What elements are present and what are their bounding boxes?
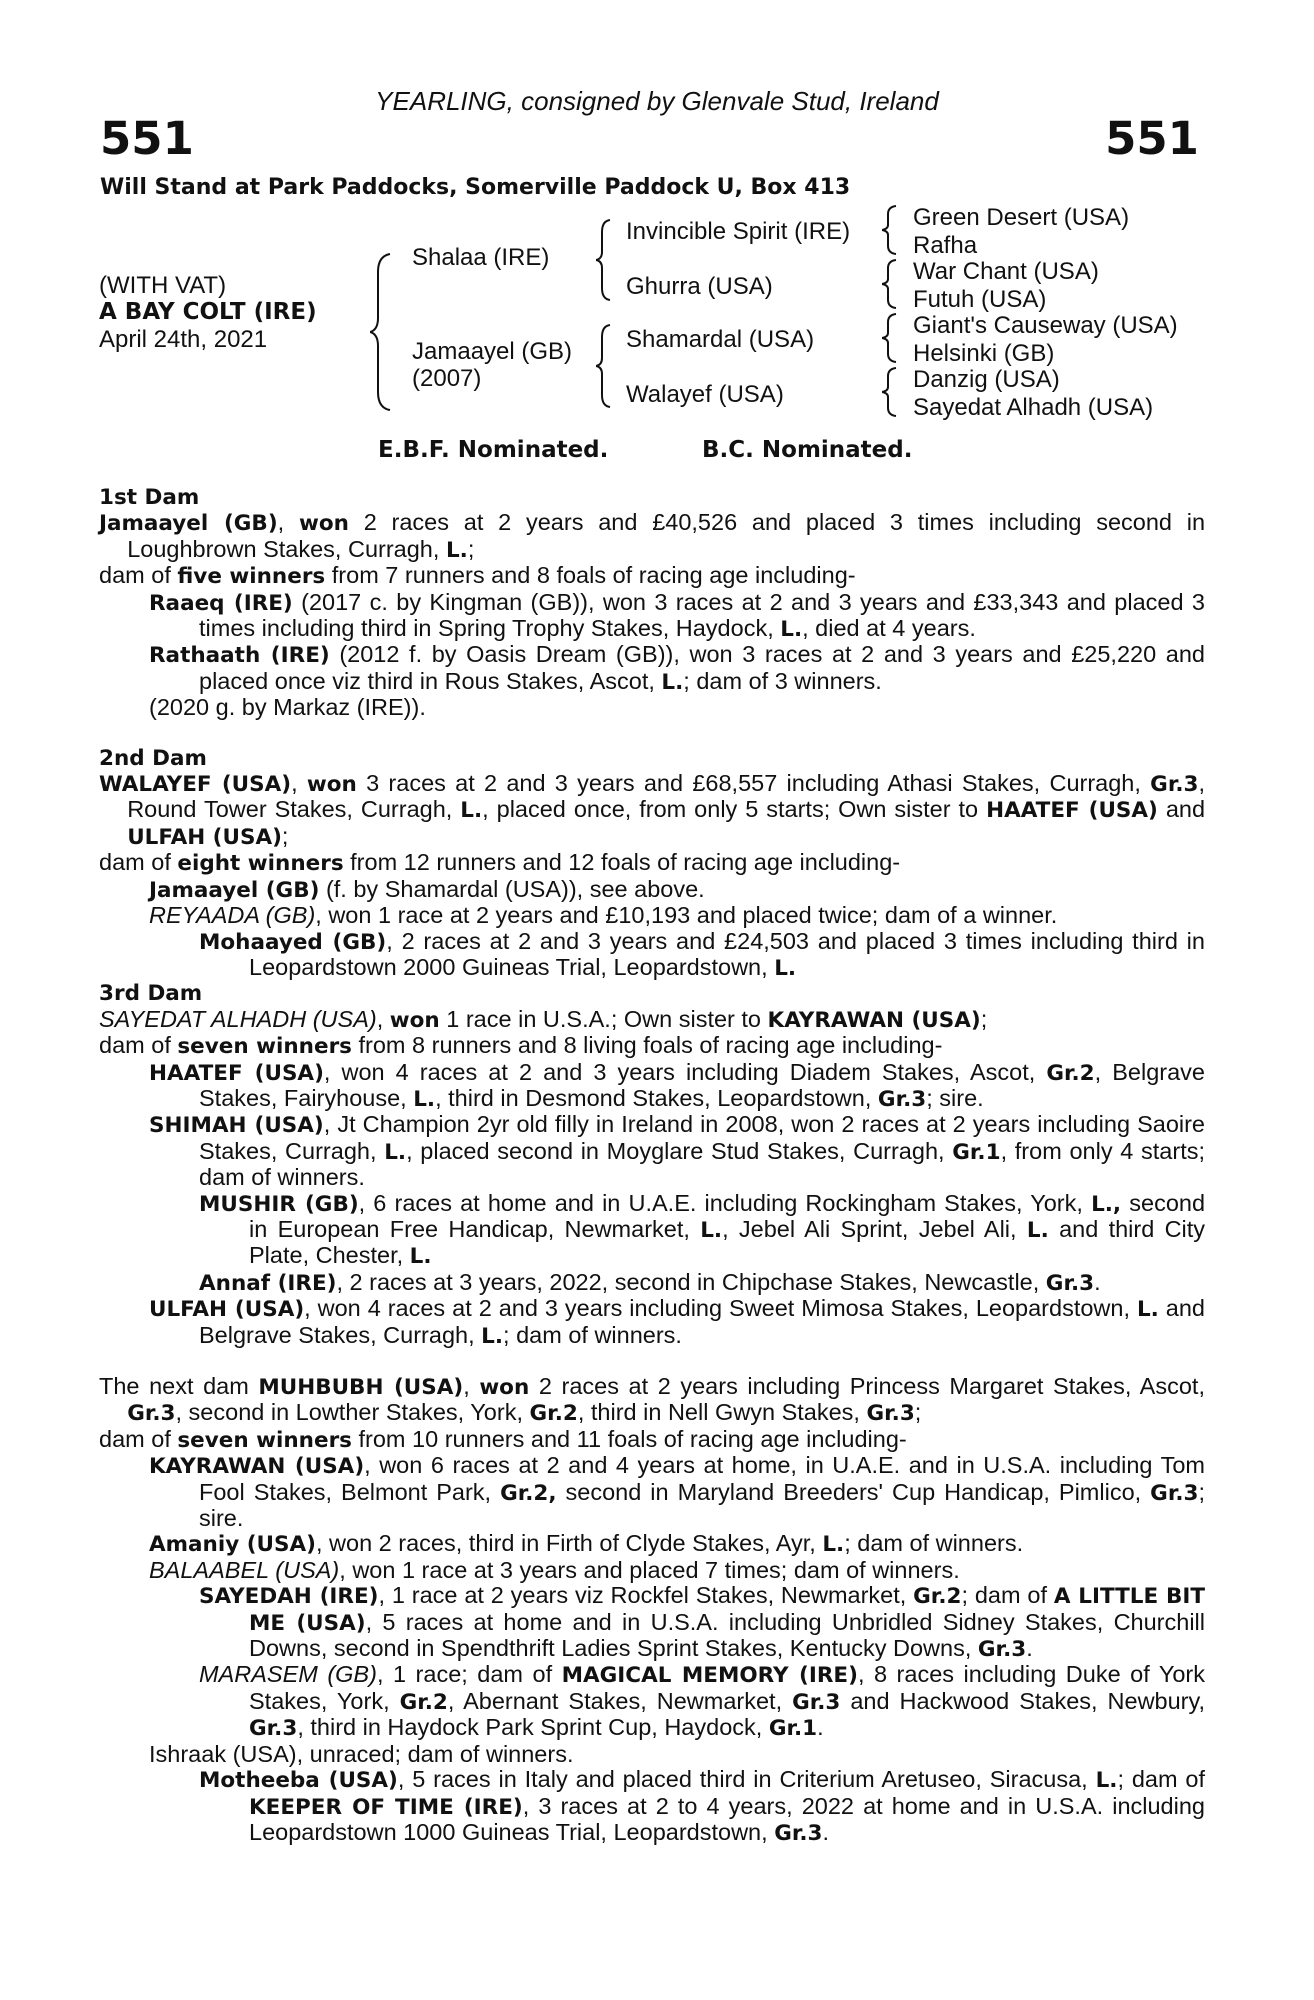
third-dam-produce: dam of seven winners from 8 runners and 8 living foals of racing age including- bbox=[99, 1032, 943, 1060]
second-dam-heading: 2nd Dam bbox=[99, 745, 207, 771]
first-dam-entry: Jamaayel (GB), won 2 races at 2 years and £40,526 and placed 3 times including second in Loughbrown Stakes, Curragh, L.; bbox=[99, 509, 1206, 563]
stand-location: Will Stand at Park Paddocks, Somerville Paddock U, Box 413 bbox=[100, 175, 851, 200]
brace-main-icon bbox=[370, 252, 394, 412]
produce-haatef: HAATEF (USA), won 4 races at 2 and 3 years including Diadem Stakes, Ascot, Gr.2, Belgrave Stakes, Fairyhouse, L., third in Desmond Stakes, Leopardstown, Gr.3; sire. bbox=[149, 1058, 1205, 1112]
first-dam-heading: 1st Dam bbox=[99, 485, 200, 510]
lot-number-left: 551 bbox=[100, 112, 194, 165]
brace-sd-icon bbox=[882, 258, 898, 310]
brace-sire-icon bbox=[596, 218, 612, 302]
vat-note: (WITH VAT) bbox=[99, 272, 227, 299]
sire-dam: Ghurra (USA) bbox=[626, 273, 773, 300]
g-dam-dam-dam: Sayedat Alhadh (USA) bbox=[913, 394, 1154, 421]
brace-ds-icon bbox=[882, 312, 898, 364]
dam-year: (2007) bbox=[412, 365, 482, 392]
g-dam-sire-sire: Giant's Causeway (USA) bbox=[913, 312, 1178, 339]
g-sire-sire-sire: Green Desert (USA) bbox=[913, 204, 1130, 231]
bc-nominated: B.C. Nominated. bbox=[702, 437, 913, 463]
produce-markaz: (2020 g. by Markaz (IRE)). bbox=[149, 694, 426, 721]
horse-dob: April 24th, 2021 bbox=[99, 326, 268, 353]
second-dam-entry: WALAYEF (USA), won 3 races at 2 and 3 years and £68,557 including Athasi Stakes, Curragh, Gr.3, Round Tower Stakes, Curragh, L., placed once, from only 5 starts; Own sister to HAATEF (USA) and ULFAH (USA); bbox=[99, 770, 1206, 850]
produce-ishraak: Ishraak (USA), unraced; dam of winners. bbox=[149, 1740, 574, 1767]
third-dam-entry: SAYEDAT ALHADH (USA), won 1 race in U.S.A.; Own sister to KAYRAWAN (USA); bbox=[99, 1005, 988, 1033]
consignment-line: YEARLING, consigned by Glenvale Stud, Ireland bbox=[375, 86, 939, 116]
produce-sayedah: SAYEDAH (IRE), 1 race at 2 years viz Rockfel Stakes, Newmarket, Gr.2; dam of A LITTLE BIT ME (USA), 5 races at home and in U.S.A. including Unbridled Sidney Stakes, Churchill Downs, second in Spendthrift Ladies Sprint Stakes, Kentucky Downs, Gr.3. bbox=[199, 1582, 1206, 1663]
sire: Shalaa (IRE) bbox=[412, 244, 550, 271]
dam-dam: Walayef (USA) bbox=[626, 381, 784, 408]
g-dam-sire-dam: Helsinki (GB) bbox=[913, 340, 1055, 367]
next-dam-produce: dam of seven winners from 10 runners and 11 foals of racing age including- bbox=[99, 1425, 907, 1453]
produce-mohaayed: Mohaayed (GB), 2 races at 2 and 3 years and £24,503 and placed 3 times including third in Leopardstown 2000 Guineas Trial, Leopardstown, L. bbox=[199, 927, 1205, 981]
g-sire-sire-dam: Rafha bbox=[913, 232, 978, 259]
brace-dam-icon bbox=[596, 323, 612, 409]
next-dam-entry: The next dam MUHBUBH (USA), won 2 races at 2 years including Princess Margaret Stakes, Ascot, Gr.3, second in Lowther Stakes, York, Gr.2, third in Nell Gwyn Stakes, Gr.3; bbox=[99, 1373, 1205, 1427]
third-dam-heading: 3rd Dam bbox=[99, 981, 203, 1007]
dam: Jamaayel (GB) bbox=[412, 338, 573, 365]
produce-jamaayel: Jamaayel (GB) (f. by Shamardal (USA)), see above. bbox=[149, 875, 705, 903]
produce-balaabel: BALAABEL (USA), won 1 race at 3 years and placed 7 times; dam of winners. bbox=[149, 1556, 960, 1583]
catalogue-body bbox=[99, 485, 1205, 1846]
produce-mushir: MUSHIR (GB), 6 races at home and in U.A.E. including Rockingham Stakes, York, L., second in European Free Handicap, Newmarket, L., Jebel Ali Sprint, Jebel Ali, L. and third City Plate, Chester, L. bbox=[199, 1189, 1206, 1270]
g-dam-dam-sire: Danzig (USA) bbox=[913, 366, 1060, 393]
produce-marasem: MARASEM (GB), 1 race; dam of MAGICAL MEMORY (IRE), 8 races including Duke of York Stakes, York, Gr.2, Abernant Stakes, Newmarket, Gr.3 and Hackwood Stakes, Newbury, Gr.3, third in Haydock Park Sprint Cup, Haydock, Gr.1. bbox=[199, 1661, 1206, 1742]
produce-kayrawan: KAYRAWAN (USA), won 6 races at 2 and 4 years at home, in U.A.E. and in U.S.A. including Tom Fool Stakes, Belmont Park, Gr.2, second in Maryland Breeders' Cup Handicap, Pimlico, Gr.3; sire. bbox=[149, 1452, 1206, 1532]
lot-number-right: 551 bbox=[1105, 112, 1199, 165]
brace-ss-icon bbox=[882, 204, 898, 256]
produce-amaniy: Amaniy (USA), won 2 races, third in Firth of Clyde Stakes, Ayr, L.; dam of winners. bbox=[149, 1530, 1024, 1558]
produce-reyaada: REYAADA (GB), won 1 race at 2 years and £10,193 and placed twice; dam of a winner. bbox=[149, 902, 1058, 929]
produce-rathaath: Rathaath (IRE) (2012 f. by Oasis Dream (GB)), won 3 races at 2 and 3 years and £25,220 and placed once viz third in Rous Stakes, Ascot, L.; dam of 3 winners. bbox=[149, 641, 1205, 695]
produce-annaf: Annaf (IRE), 2 races at 3 years, 2022, second in Chipchase Stakes, Newcastle, Gr.3. bbox=[199, 1268, 1101, 1296]
second-dam-produce: dam of eight winners from 12 runners and 12 foals of racing age including- bbox=[99, 849, 901, 877]
g-sire-dam-dam: Futuh (USA) bbox=[913, 286, 1047, 313]
produce-motheeba: Motheeba (USA), 5 races in Italy and placed third in Criterium Aretuseo, Siracusa, L.; dam of KEEPER OF TIME (IRE), 3 races at 2 to 4 years, 2022 at home and in U.S.A. including Leopardstown 1000 Guineas Trial, Leopardstown, Gr.3. bbox=[199, 1766, 1206, 1846]
horse-name: A BAY COLT (IRE) bbox=[99, 299, 317, 325]
produce-shimah: SHIMAH (USA), Jt Champion 2yr old filly in Ireland in 2008, won 2 races at 2 years including Saoire Stakes, Curragh, L., placed second in Moyglare Stud Stakes, Curragh, Gr.1, from only 4 starts; dam of winners. bbox=[149, 1111, 1206, 1191]
g-sire-dam-sire: War Chant (USA) bbox=[913, 258, 1099, 285]
produce-ulfah: ULFAH (USA), won 4 races at 2 and 3 years including Sweet Mimosa Stakes, Leopardstown, L. and Belgrave Stakes, Curragh, L.; dam of winners. bbox=[149, 1295, 1205, 1349]
sire-sire: Invincible Spirit (IRE) bbox=[626, 218, 851, 245]
produce-raaeq: Raaeq (IRE) (2017 c. by Kingman (GB)), won 3 races at 2 and 3 years and £33,343 and placed 3 times including third in Spring Trophy Stakes, Haydock, L., died at 4 years. bbox=[149, 588, 1205, 643]
ebf-nominated: E.B.F. Nominated. bbox=[378, 437, 609, 463]
brace-dd-icon bbox=[882, 366, 898, 418]
dam-sire: Shamardal (USA) bbox=[626, 326, 815, 353]
first-dam-produce: dam of five winners from 7 runners and 8 foals of racing age including- bbox=[99, 562, 856, 590]
